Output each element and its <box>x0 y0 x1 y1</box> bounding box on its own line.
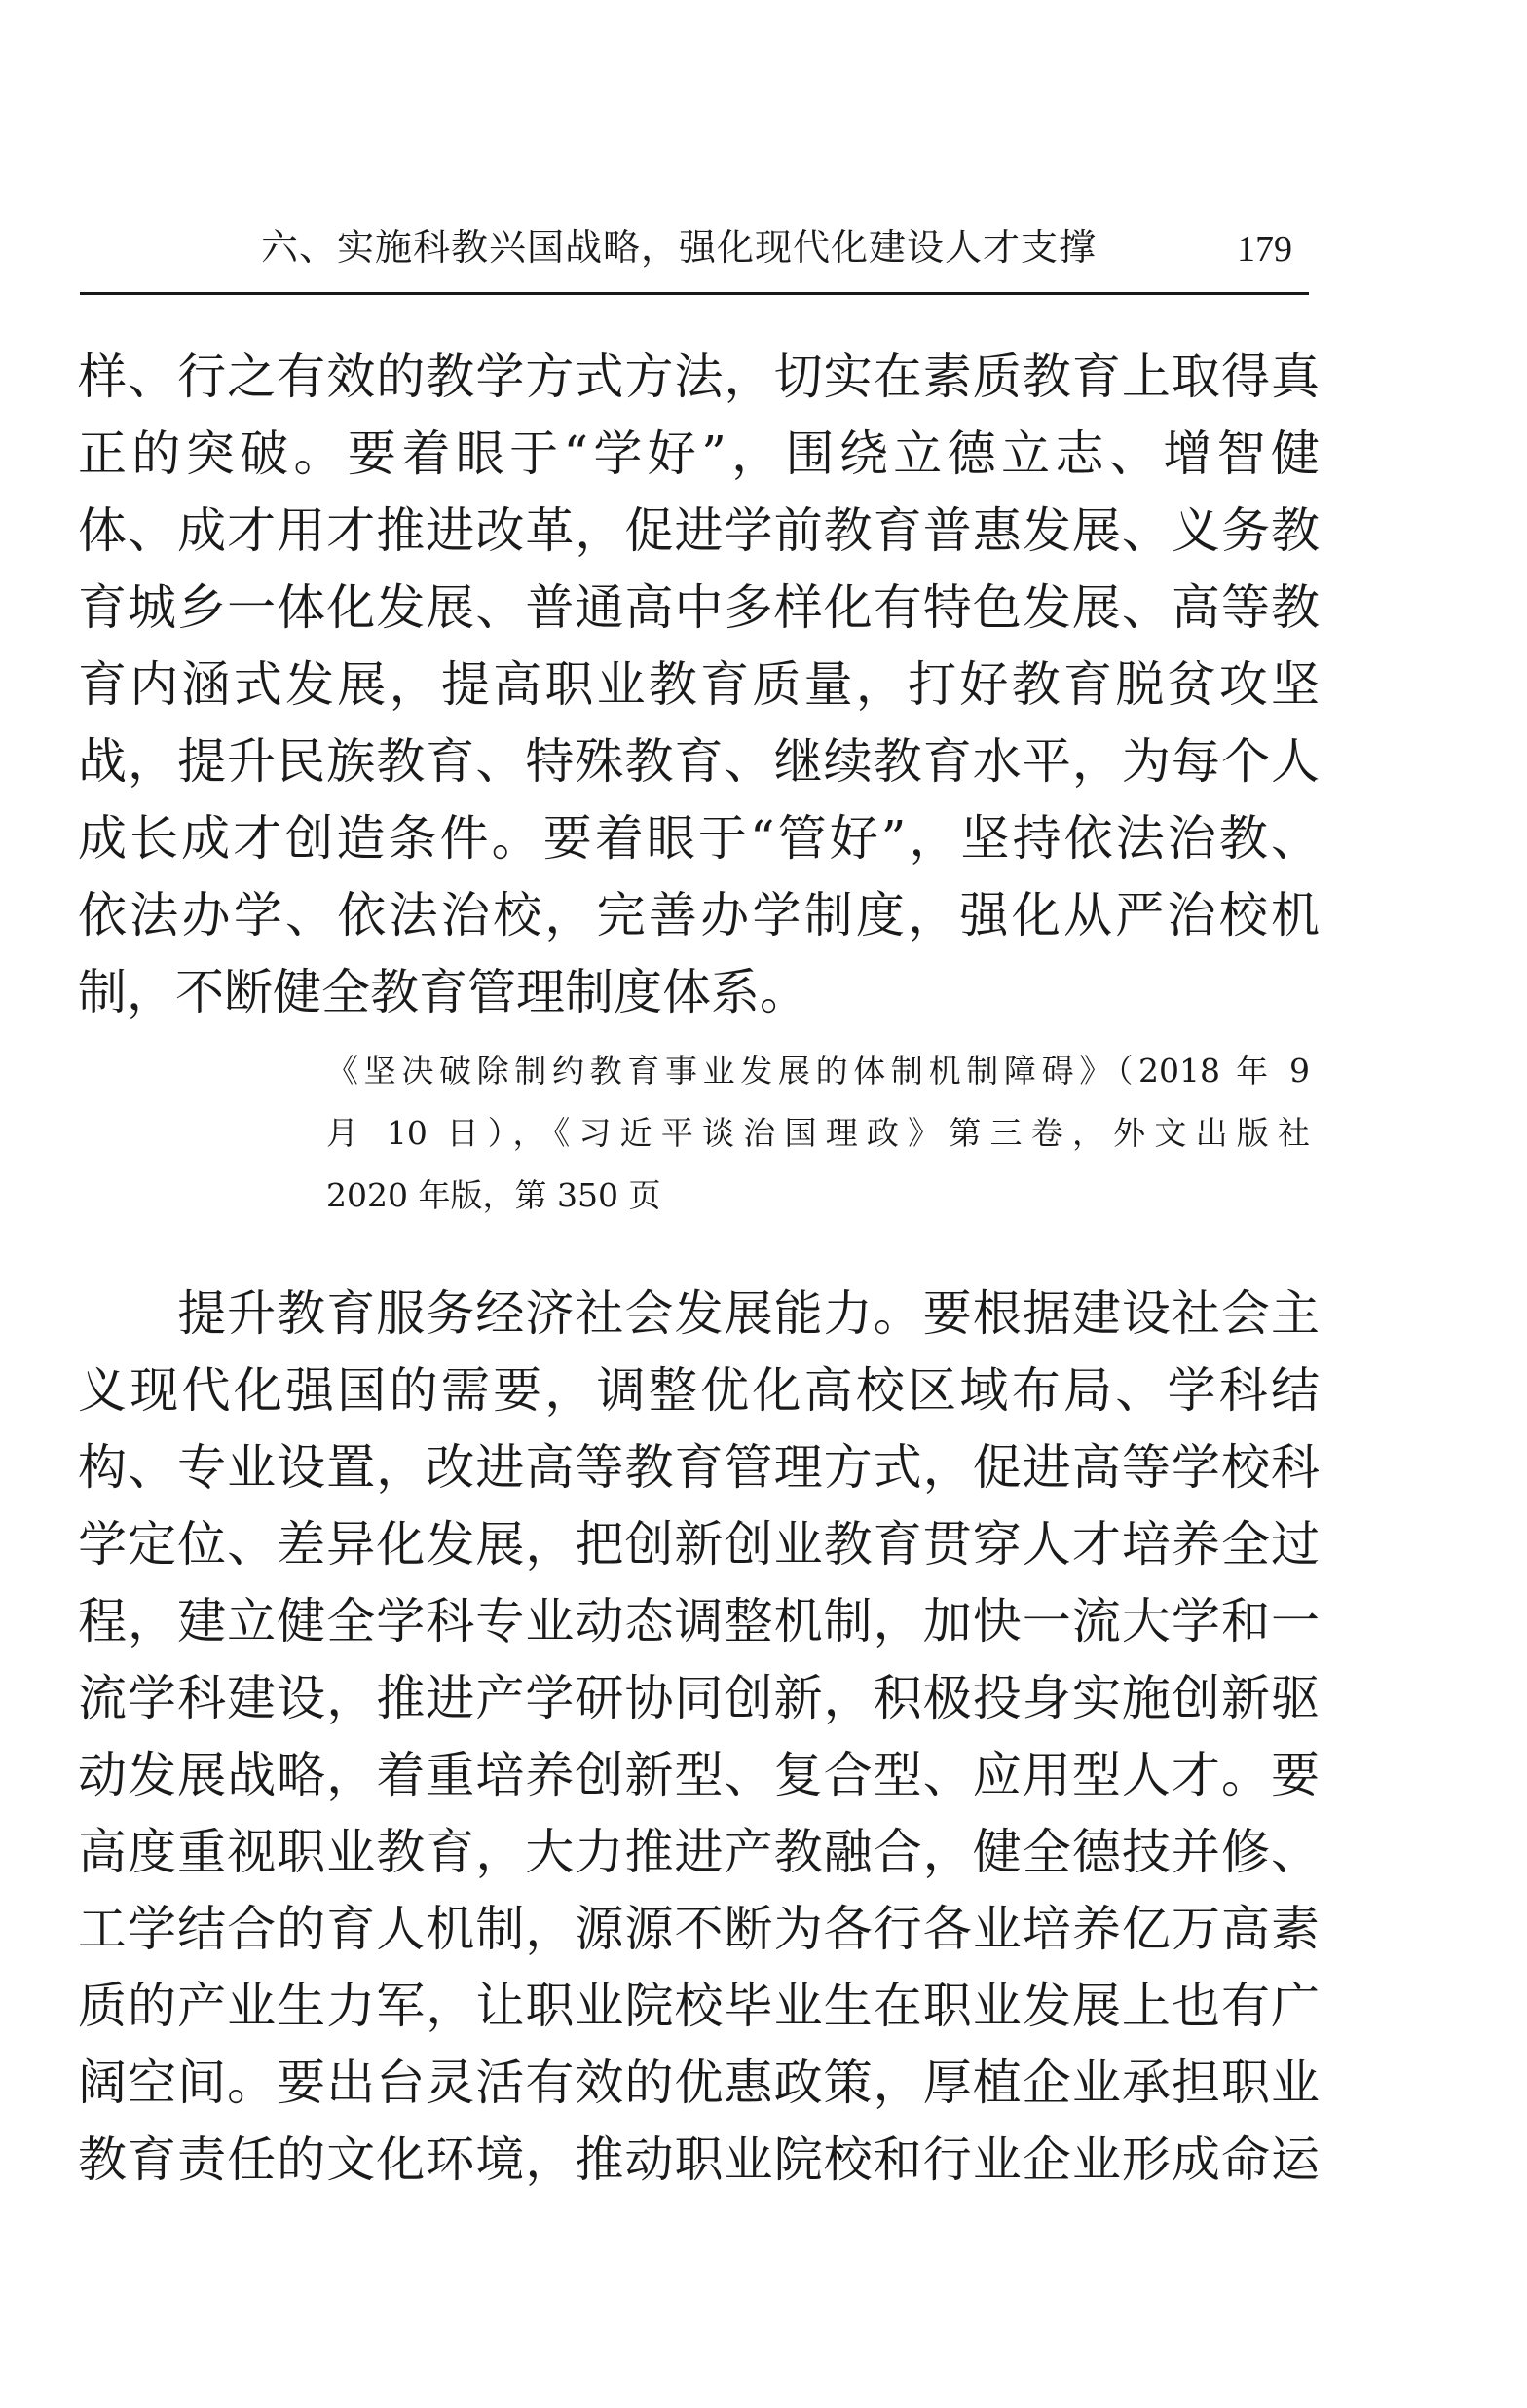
text-line: 依法办学、依法治校，完善办学制度，强化从严治校机 <box>78 887 1320 944</box>
text-line: 育内涵式发展，提高职业教育质量，打好教育脱贫攻坚 <box>78 656 1320 713</box>
text-line: 构、专业设置，改进高等教育管理方式，促进高等学校科 <box>78 1439 1320 1496</box>
text-line: 程，建立健全学科专业动态调整机制，加快一流大学和一 <box>78 1593 1320 1649</box>
text-line: 质的产业生力军，让职业院校毕业生在职业发展上也有广 <box>78 1978 1320 2034</box>
body-paragraph-2 <box>78 1276 1320 2199</box>
text-line: 动发展战略，着重培养创新型、复合型、应用型人才。要 <box>78 1747 1320 1803</box>
text-line: 提升教育服务经济社会发展能力。要根据建设社会主 <box>78 1285 1320 1342</box>
citation-line: 月 10 日），《习近平谈治国理政》第三卷，外文出版社 <box>326 1114 1310 1152</box>
running-head: 六、实施科教兴国战略，强化现代化建设人才支撑 <box>261 226 1098 269</box>
text-line: 体、成才用才推进改革，促进学前教育普惠发展、义务教 <box>78 502 1320 559</box>
text-line: 教育责任的文化环境，推动职业院校和行业企业形成命运 <box>78 2131 1320 2188</box>
text-line: 流学科建设，推进产学研协同创新，积极投身实施创新驱 <box>78 1670 1320 1726</box>
text-line: 制，不断健全教育管理制度体系。 <box>78 964 808 1020</box>
text-line: 工学结合的育人机制，源源不断为各行各业培养亿万高素 <box>78 1901 1320 1957</box>
text-line: 样、行之有效的教学方式方法，切实在素质教育上取得真 <box>78 349 1320 405</box>
text-line: 战，提升民族教育、特殊教育、继续教育水平，为每个人 <box>78 733 1320 790</box>
text-line: 成长成才创造条件。要着眼于“管好”，坚持依法治教、 <box>78 810 1320 867</box>
source-citation <box>326 1040 1310 1227</box>
citation-line: 2020 年版，第 350 页 <box>326 1176 661 1214</box>
text-line: 阔空间。要出台灵活有效的优惠政策，厚植企业承担职业 <box>78 2055 1320 2111</box>
text-line: 义现代化强国的需要，调整优化高校区域布局、学科结 <box>78 1362 1320 1419</box>
page-number: 179 <box>1237 229 1292 270</box>
text-line: 高度重视职业教育，大力推进产教融合，健全德技并修、 <box>78 1824 1320 1880</box>
text-line: 学定位、差异化发展，把创新创业教育贯穿人才培养全过 <box>78 1516 1320 1573</box>
header-rule <box>80 292 1309 295</box>
body-paragraph-1 <box>78 339 1320 1031</box>
text-line: 正的突破。要着眼于“学好”，围绕立德立志、增智健 <box>78 426 1320 482</box>
citation-line: 《坚决破除制约教育事业发展的体制机制障碍》（2018 年 9 <box>326 1052 1310 1090</box>
text-line: 育城乡一体化发展、普通高中多样化有特色发展、高等教 <box>78 579 1320 636</box>
